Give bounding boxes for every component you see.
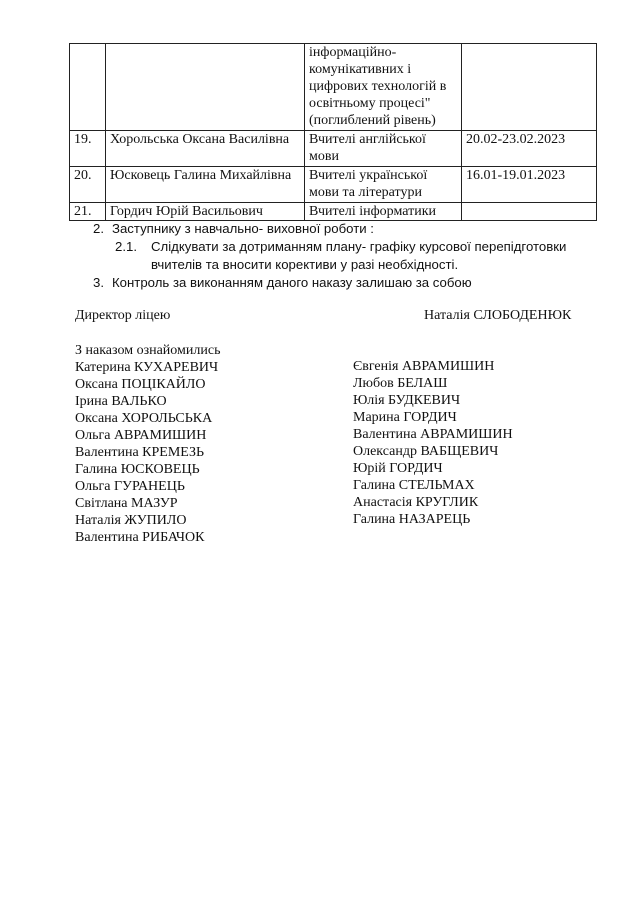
- list-item: Катерина КУХАРЕВИЧ: [75, 360, 219, 375]
- list-item: Ольга АВРАМИШИН: [75, 428, 207, 443]
- table-row: [70, 167, 597, 203]
- item-3-number: 3.: [93, 275, 104, 290]
- course-description: інформаційно-комунікативних і цифрових технологій в освітньому процесі" (поглиблений рівень): [305, 44, 462, 131]
- table-row: [70, 203, 597, 221]
- list-item: Оксана ХОРОЛЬСЬКА: [75, 411, 213, 426]
- list-item: Валентина РИБАЧОК: [75, 530, 205, 545]
- teacher-name: Гордич Юрій Васильович: [106, 203, 305, 221]
- list-item: Світлана МАЗУР: [75, 496, 178, 511]
- row-number: [70, 44, 106, 131]
- teacher-name: Хорольська Оксана Василівна: [106, 131, 305, 167]
- list-item: Галина ЮСКОВЕЦЬ: [75, 462, 200, 477]
- list-item: Марина ГОРДИЧ: [353, 410, 457, 425]
- teacher-name: Юсковець Галина Михайлівна: [106, 167, 305, 203]
- course-description: Вчителі англійської мови: [305, 131, 462, 167]
- course-description: Вчителі інформатики: [305, 203, 462, 221]
- list-item: Оксана ПОЦІКАЙЛО: [75, 377, 206, 392]
- item-2-1-line-2: вчителів та вносити корективи у разі необхідності.: [151, 257, 459, 272]
- list-item: Євгенія АВРАМИШИН: [353, 359, 495, 374]
- list-item: Олександр ВАБЩЕВИЧ: [353, 444, 499, 459]
- course-dates: [462, 44, 597, 131]
- course-description: Вчителі української мови та літератури: [305, 167, 462, 203]
- course-dates: 20.02-23.02.2023: [462, 131, 597, 167]
- list-item: Любов БЕЛАШ: [353, 376, 448, 391]
- courses-table: [69, 43, 597, 221]
- course-dates: [462, 203, 597, 221]
- acknowledged-list-right: [353, 358, 513, 528]
- list-item: Анастасія КРУГЛИК: [353, 495, 479, 510]
- acknowledged-list-left: [75, 359, 218, 546]
- list-item: Ольга ГУРАНЕЦЬ: [75, 479, 185, 494]
- item-3-text: Контроль за виконанням даного наказу залишаю за собою: [112, 275, 472, 290]
- list-item: Юрій ГОРДИЧ: [353, 461, 443, 476]
- list-item: Галина НАЗАРЕЦЬ: [353, 512, 471, 527]
- row-number: 19.: [70, 131, 106, 167]
- item-2-text: Заступнику з навчально- виховної роботи :: [112, 221, 374, 236]
- list-item: Валентина АВРАМИШИН: [353, 427, 513, 442]
- row-number: 21.: [70, 203, 106, 221]
- acknowledged-heading: З наказом ознайомились: [75, 343, 221, 358]
- list-item: Юлія БУДКЕВИЧ: [353, 393, 461, 408]
- item-2-1-line-1: Слідкувати за дотриманням плану- графіку курсової перепідготовки: [151, 239, 567, 254]
- list-item: Ірина ВАЛЬКО: [75, 394, 167, 409]
- list-item: Галина СТЕЛЬМАХ: [353, 478, 475, 493]
- director-name: Наталія СЛОБОДЕНЮК: [424, 308, 572, 323]
- table-row: [70, 131, 597, 167]
- list-item: Валентина КРЕМЕЗЬ: [75, 445, 205, 460]
- list-item: Наталія ЖУПИЛО: [75, 513, 187, 528]
- table-row: [70, 44, 597, 131]
- row-number: 20.: [70, 167, 106, 203]
- teacher-name: [106, 44, 305, 131]
- director-title: Директор ліцею: [75, 308, 171, 323]
- item-2-number: 2.: [93, 221, 104, 236]
- course-dates: 16.01-19.01.2023: [462, 167, 597, 203]
- item-2-1-number: 2.1.: [115, 239, 137, 254]
